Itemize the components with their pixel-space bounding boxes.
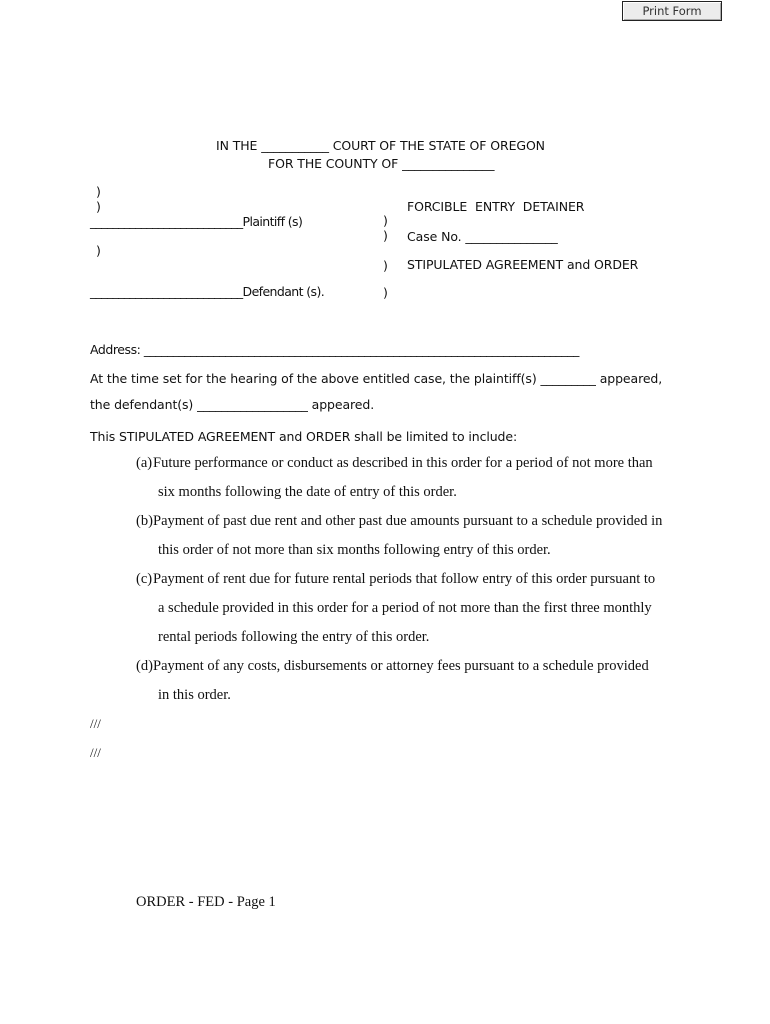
hearing-text-line2: the defendant(s) __________________ appeared.: [90, 397, 375, 412]
court-header-line: IN THE ___________ COURT OF THE STATE OF OREGON: [216, 138, 545, 153]
caption-paren: ): [96, 184, 101, 199]
document-title: STIPULATED AGREEMENT and ORDER: [407, 257, 639, 272]
print-form-button[interactable]: Print Form: [622, 1, 722, 21]
plaintiff-line: ___________________________Plaintiff (s): [90, 214, 303, 229]
caption-paren: ): [383, 228, 388, 243]
item-text-line: six months following the date of entry of this order.: [158, 484, 457, 500]
continuation-mark: ///: [90, 716, 101, 731]
caption-paren: ): [96, 199, 101, 214]
item-label: (d): [136, 658, 153, 674]
item-text-line: Payment of rent due for future rental periods that follow entry of this order pursuant to: [153, 571, 656, 587]
item-text-line: this order of not more than six months following entry of this order.: [158, 542, 551, 558]
page-footer: ORDER - FED - Page 1: [136, 894, 276, 910]
caption-paren: ): [383, 213, 388, 228]
item-text-line: a schedule provided in this order for a period of not more than the first three monthly: [158, 600, 652, 616]
caption-paren: ): [383, 258, 388, 273]
item-label: (a): [136, 455, 153, 471]
hearing-text-line1: At the time set for the hearing of the above entitled case, the plaintiff(s) _________ appeared,: [90, 371, 663, 386]
item-text-line: rental periods following the entry of this order.: [158, 629, 430, 645]
limitation-intro: This STIPULATED AGREEMENT and ORDER shall be limited to include:: [90, 429, 518, 444]
county-header-line: FOR THE COUNTY OF _______________: [268, 156, 495, 171]
item-text-line: Future performance or conduct as described in this order for a period of not more than: [153, 455, 653, 471]
case-number-field: Case No. _______________: [407, 229, 558, 244]
item-label: (b): [136, 513, 153, 529]
item-text-line: in this order.: [158, 687, 231, 703]
continuation-mark: ///: [90, 745, 101, 760]
address-line: Address: ___________________________________________________________________________: [90, 342, 579, 357]
item-text-line: Payment of past due rent and other past due amounts pursuant to a schedule provided in: [153, 513, 663, 529]
item-text-line: Payment of any costs, disbursements or attorney fees pursuant to a schedule provided: [153, 658, 649, 674]
caption-paren: ): [96, 243, 101, 258]
case-type-title: FORCIBLE ENTRY DETAINER: [407, 199, 585, 214]
caption-paren: ): [383, 285, 388, 300]
item-label: (c): [136, 571, 153, 587]
defendant-line: ___________________________Defendant (s).: [90, 284, 325, 299]
